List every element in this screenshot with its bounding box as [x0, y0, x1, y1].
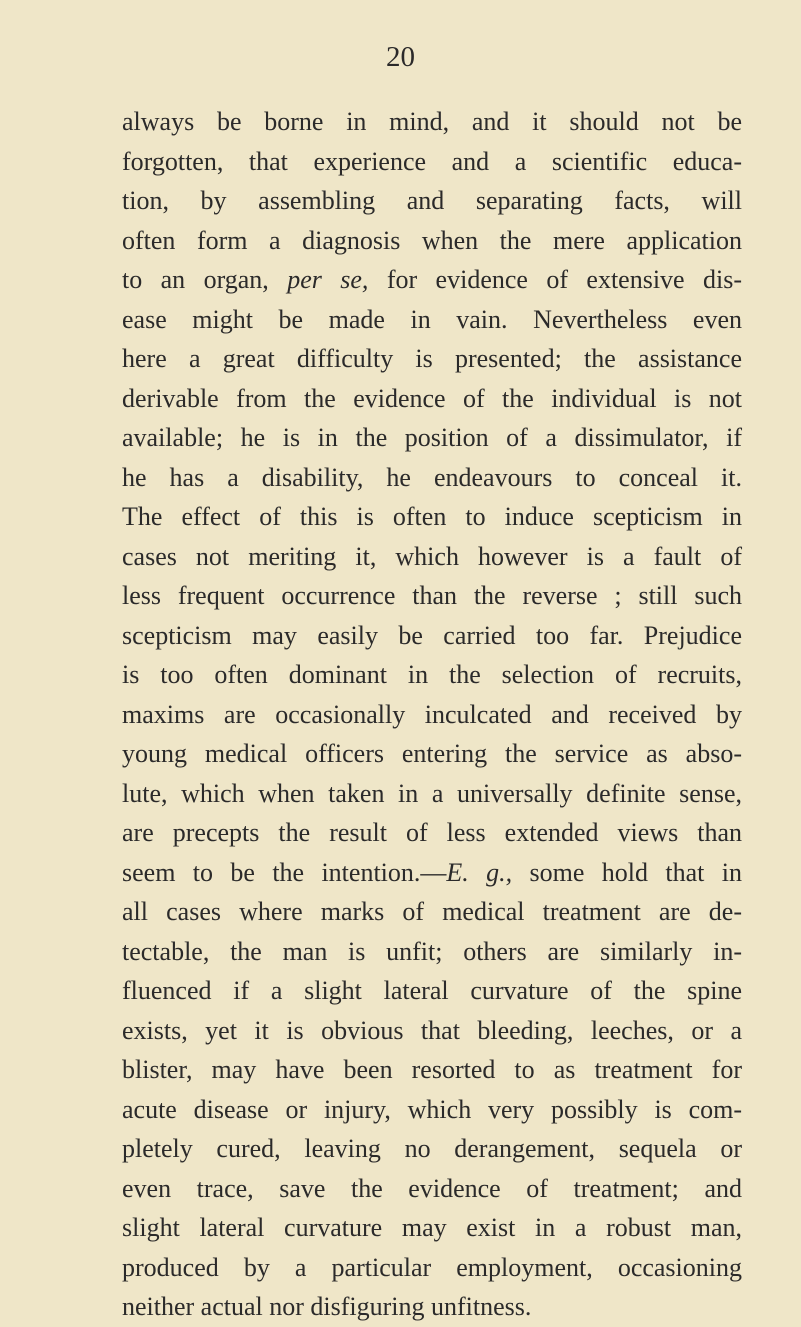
text-line: fluenced if a slight lateral curvature of the spine [122, 976, 742, 1005]
text-line: he has a disability, he endeavours to conceal it. [122, 462, 742, 492]
text-run: seem to be the intention.— [122, 857, 447, 887]
text-line: always be borne in mind, and it should not be [122, 107, 742, 136]
text-line: are precepts the result of less extended views than [122, 818, 742, 847]
italic-phrase: per se, [287, 265, 369, 294]
text-line: The effect of this is often to induce scepticism in [122, 502, 742, 531]
text-line: scepticism may easily be carried too far. Prejudice [122, 620, 742, 650]
text-line: maxims are occasionally inculcated and received by [122, 699, 742, 729]
text-line: here a great difficulty is presented; the assistance [122, 344, 742, 373]
text-line: young medical officers entering the service as abso- [122, 739, 742, 768]
text-line [122, 853, 742, 893]
text-line: often form a diagnosis when the mere application [122, 225, 742, 255]
text-line: pletely cured, leaving no derangement, sequela or [122, 1134, 742, 1163]
text-line: blister, may have been resorted to as treatment for [122, 1055, 742, 1084]
text-line: neither actual nor disfiguring unfitness. [122, 1292, 532, 1321]
text-line: all cases where marks of medical treatment are de- [122, 897, 742, 926]
text-line: exists, yet it is obvious that bleeding, leeches, or a [122, 1015, 742, 1045]
body-paragraph [122, 102, 742, 1327]
text-line: forgotten, that experience and a scientific educa- [122, 146, 742, 176]
text-line: lute, which when taken in a universally definite sense, [122, 778, 742, 808]
text-line: ease might be made in vain. Nevertheless even [122, 304, 742, 334]
text-line: even trace, save the evidence of treatment; and [122, 1173, 742, 1203]
text-line: available; he is in the position of a dissimulator, if [122, 423, 742, 452]
text-line: slight lateral curvature may exist in a robust man, [122, 1213, 742, 1242]
text-run: for evidence of extensive dis- [368, 265, 742, 294]
text-line: produced by a particular employment, occasioning [122, 1252, 742, 1282]
text-line: acute disease or injury, which very possibly is com- [122, 1094, 742, 1124]
page-number: 20 [386, 41, 415, 73]
text-line [122, 260, 742, 300]
text-line: tion, by assembling and separating facts, will [122, 186, 742, 215]
italic-phrase: E. g., [446, 857, 513, 887]
text-line: is too often dominant in the selection of recruits, [122, 660, 742, 689]
text-run: some hold that in [512, 857, 742, 887]
text-line: cases not meriting it, which however is a fault of [122, 541, 742, 571]
text-line: less frequent occurrence than the reverse ; still such [122, 581, 742, 610]
text-line: tectable, the man is unfit; others are similarly in- [122, 936, 742, 966]
text-line: derivable from the evidence of the individual is not [122, 383, 742, 413]
text-run: to an organ, [122, 265, 288, 294]
